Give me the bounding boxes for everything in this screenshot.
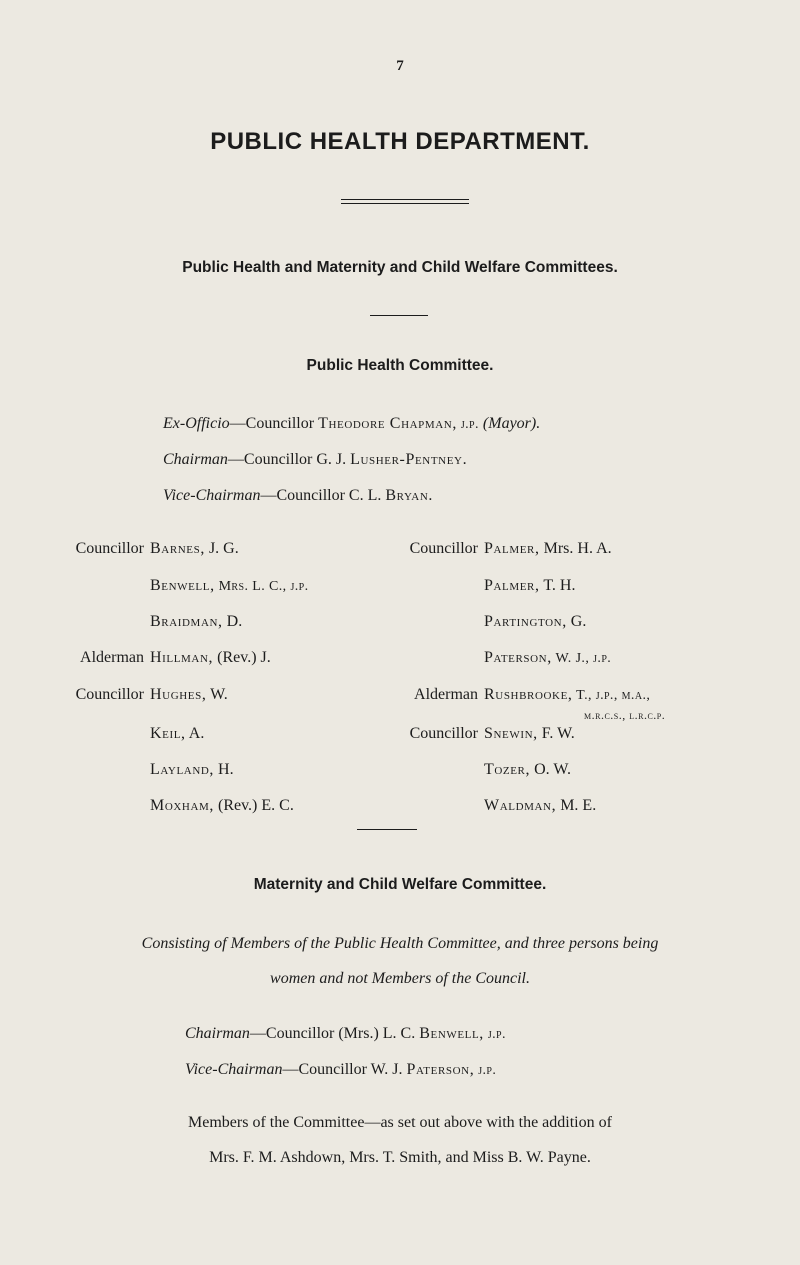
member-right-3: Partington, G. [484,613,587,630]
ex-officio-name: Theodore Chapman, [318,415,457,432]
maternity-chairman-suffix: j.p. [483,1027,506,1042]
page-title: PUBLIC HEALTH DEPARTMENT. [210,128,590,155]
vice-chairman-name: Bryan. [385,487,433,504]
member-right-2: Palmer, T. H. [484,577,576,594]
vice-chairman-role: Vice-Chairman [163,487,261,504]
short-rule-divider [370,315,428,316]
maternity-chairman-dash: —Councillor (Mrs.) L. C. [249,1025,420,1042]
maternity-vice-chairman-dash: —Councillor W. J. [282,1061,407,1078]
maternity-chairman-role: Chairman [185,1025,250,1042]
ex-officio-suffix: j.p. [456,417,479,432]
consisting-line-2: women and not Members of the Council. [270,970,530,987]
vice-chairman-dash: —Councillor C. L. [260,487,386,504]
member-right-5-degrees: m.r.c.s., l.r.c.p. [584,708,666,722]
ex-officio-line [163,415,540,433]
member-left-4: Alderman Hillman, (Rev.) J. [80,649,271,666]
maternity-vice-chairman-role: Vice-Chairman [185,1061,283,1078]
member-left-7: Layland, H. [150,761,234,778]
chairman-role: Chairman [163,451,228,468]
ex-officio-note: (Mayor). [482,415,541,432]
public-health-committee-heading: Public Health Committee. [306,357,494,374]
maternity-chairman-name: Benwell, [419,1025,484,1042]
ex-officio-dash: —Councillor [229,415,319,432]
member-left-1: Councillor Barnes, J. G. [75,540,239,557]
committees-subtitle: Public Health and Maternity and Child Welfare Committees. [182,259,618,276]
member-right-5: Alderman Rushbrooke, T., j.p., m.a., [414,686,651,703]
chairman-dash: —Councillor G. J. [227,451,351,468]
chairman-name: Lusher-Pentney. [350,451,468,468]
consisting-line-1: Consisting of Members of the Public Health Committee, and three persons being [141,935,659,952]
maternity-committee-heading: Maternity and Child Welfare Committee. [253,876,547,893]
vice-chairman-line [163,487,433,505]
chairman-line [163,451,467,469]
member-left-2: Benwell, Mrs. L. C., j.p. [150,577,309,594]
maternity-vice-chairman-name: Paterson, [406,1061,475,1078]
member-left-8: Moxham, (Rev.) E. C. [150,797,294,814]
member-right-1: Councillor Palmer, Mrs. H. A. [409,540,612,557]
page-number: 7 [396,58,404,74]
member-right-7: Tozer, O. W. [484,761,571,778]
member-right-6: Councillor Snewin, F. W. [409,725,575,742]
member-right-8: Waldman, M. E. [484,797,597,814]
members-line-1: Members of the Committee—as set out above with the addition of [188,1114,612,1131]
maternity-vice-chairman-line [185,1061,496,1079]
member-right-4: Paterson, W. J., j.p. [484,649,612,666]
ex-officio-role: Ex-Officio [163,415,230,432]
double-rule-divider [341,199,469,204]
maternity-chairman-line [185,1025,506,1043]
member-left-3: Braidman, D. [150,613,243,630]
maternity-vice-chairman-suffix: j.p. [474,1063,497,1078]
member-left-5: Councillor Hughes, W. [75,686,228,703]
short-rule-divider-2 [357,829,417,830]
member-left-6: Keil, A. [150,725,205,742]
members-line-2: Mrs. F. M. Ashdown, Mrs. T. Smith, and Miss B. W. Payne. [209,1149,591,1166]
